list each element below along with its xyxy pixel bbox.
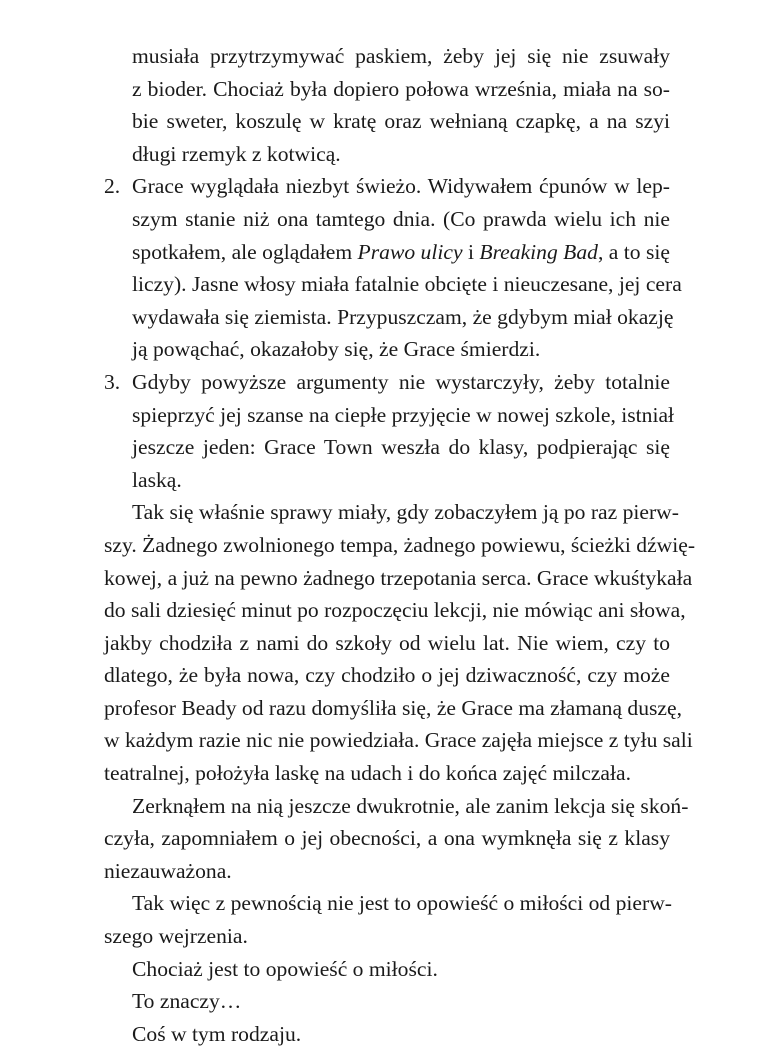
- text-line: laską.: [132, 467, 182, 492]
- text-line: szego wejrzenia.: [104, 924, 248, 949]
- text-line: do sali dziesięć minut po rozpoczęciu lekcji, nie mówiąc ani słowa,: [104, 598, 686, 623]
- paragraph-first-line: Chociaż jest to opowieść o miłości.: [132, 956, 438, 981]
- text-line: spieprzyć jej szanse na ciepłe przyjęcie w nowej szkole, istniał: [132, 402, 675, 427]
- text-line-with-titles: [104, 236, 670, 269]
- paragraph-first-line: Zerknąłem na nią jeszcze dwukrotnie, ale zanim lekcja się skoń-: [132, 793, 689, 818]
- text-line: liczy). Jasne włosy miała fatalnie obcięte i nieuczesane, jej cera: [132, 272, 682, 297]
- text-line: ją powąchać, okazałoby się, że Grace śmierdzi.: [132, 337, 541, 362]
- list-marker: 3.: [104, 369, 121, 394]
- paragraph-first-line: Coś w tym rodzaju.: [132, 1021, 302, 1046]
- text-line: Grace wyglądała niezbyt świeżo. Widywałem ćpunów w lep-: [132, 174, 670, 199]
- text-line: musiała przytrzymywać paskiem, żeby jej się nie zsuwały: [132, 44, 670, 68]
- text-line: jeszcze jeden: Grace Town weszła do klasy, podpierając się: [132, 435, 670, 460]
- text-line: jakby chodziła z nami do szkoły od wielu lat. Nie wiem, czy to: [104, 630, 670, 655]
- text-line: profesor Beady od razu domyśliła się, że Grace ma złamaną duszę,: [104, 695, 682, 720]
- text-line: w każdym razie nic nie powiedziała. Grace zajęła miejsce z tyłu sali: [104, 728, 693, 753]
- paragraph-first-line: Tak więc z pewnością nie jest to opowieść o miłości od pierw-: [132, 891, 672, 916]
- text-line: szy. Żadnego zwolnionego tempa, żadnego powiewu, ścieżki dźwię-: [104, 532, 696, 557]
- list-item-3-first-line: [104, 366, 670, 399]
- paragraph-first-line: Tak się właśnie sprawy miały, gdy zobaczyłem ją po raz pierw-: [132, 500, 679, 525]
- text-line: z bioder. Chociaż była dopiero połowa września, miała na so-: [132, 76, 670, 101]
- text-line: dlatego, że była nowa, czy chodziło o jej dziwaczność, czy może: [104, 663, 670, 688]
- text-line: bie sweter, koszulę w kratę oraz wełnianą czapkę, a na szyi: [132, 109, 670, 134]
- text-line: długi rzemyk z kotwicą.: [132, 141, 341, 166]
- text-line: Gdyby powyższe argumenty nie wystarczyły, żeby totalnie: [132, 369, 670, 394]
- list-item-2-first-line: [104, 170, 670, 203]
- text-line: niezauważona.: [104, 858, 232, 883]
- text-line: wydawała się ziemista. Przypuszczam, że gdybym miał okazję: [132, 304, 674, 329]
- text-fragment: spotkałem, ale oglądałem: [132, 239, 358, 264]
- text-line: kowej, a już na pewno żadnego trzepotania serca. Grace wkuśtykała: [104, 565, 693, 590]
- text-line: szym stanie niż ona tamtego dnia. (Co prawda wielu ich nie: [132, 206, 670, 231]
- text-fragment: , a to się: [597, 239, 670, 264]
- text-fragment: i: [462, 239, 480, 264]
- title-breaking-bad: Breaking Bad: [479, 239, 598, 264]
- text-line: teatralnej, położyła laskę na udach i do końca zajęć milczała.: [104, 761, 631, 786]
- text-block: [104, 40, 696, 1050]
- title-prawo-ulicy: Prawo ulicy: [357, 239, 463, 264]
- text-line: czyła, zapomniałem o jej obecności, a ona wymknęła się z klasy: [104, 826, 670, 851]
- list-marker: 2.: [104, 174, 121, 199]
- paragraph-first-line: To znaczy…: [132, 989, 242, 1014]
